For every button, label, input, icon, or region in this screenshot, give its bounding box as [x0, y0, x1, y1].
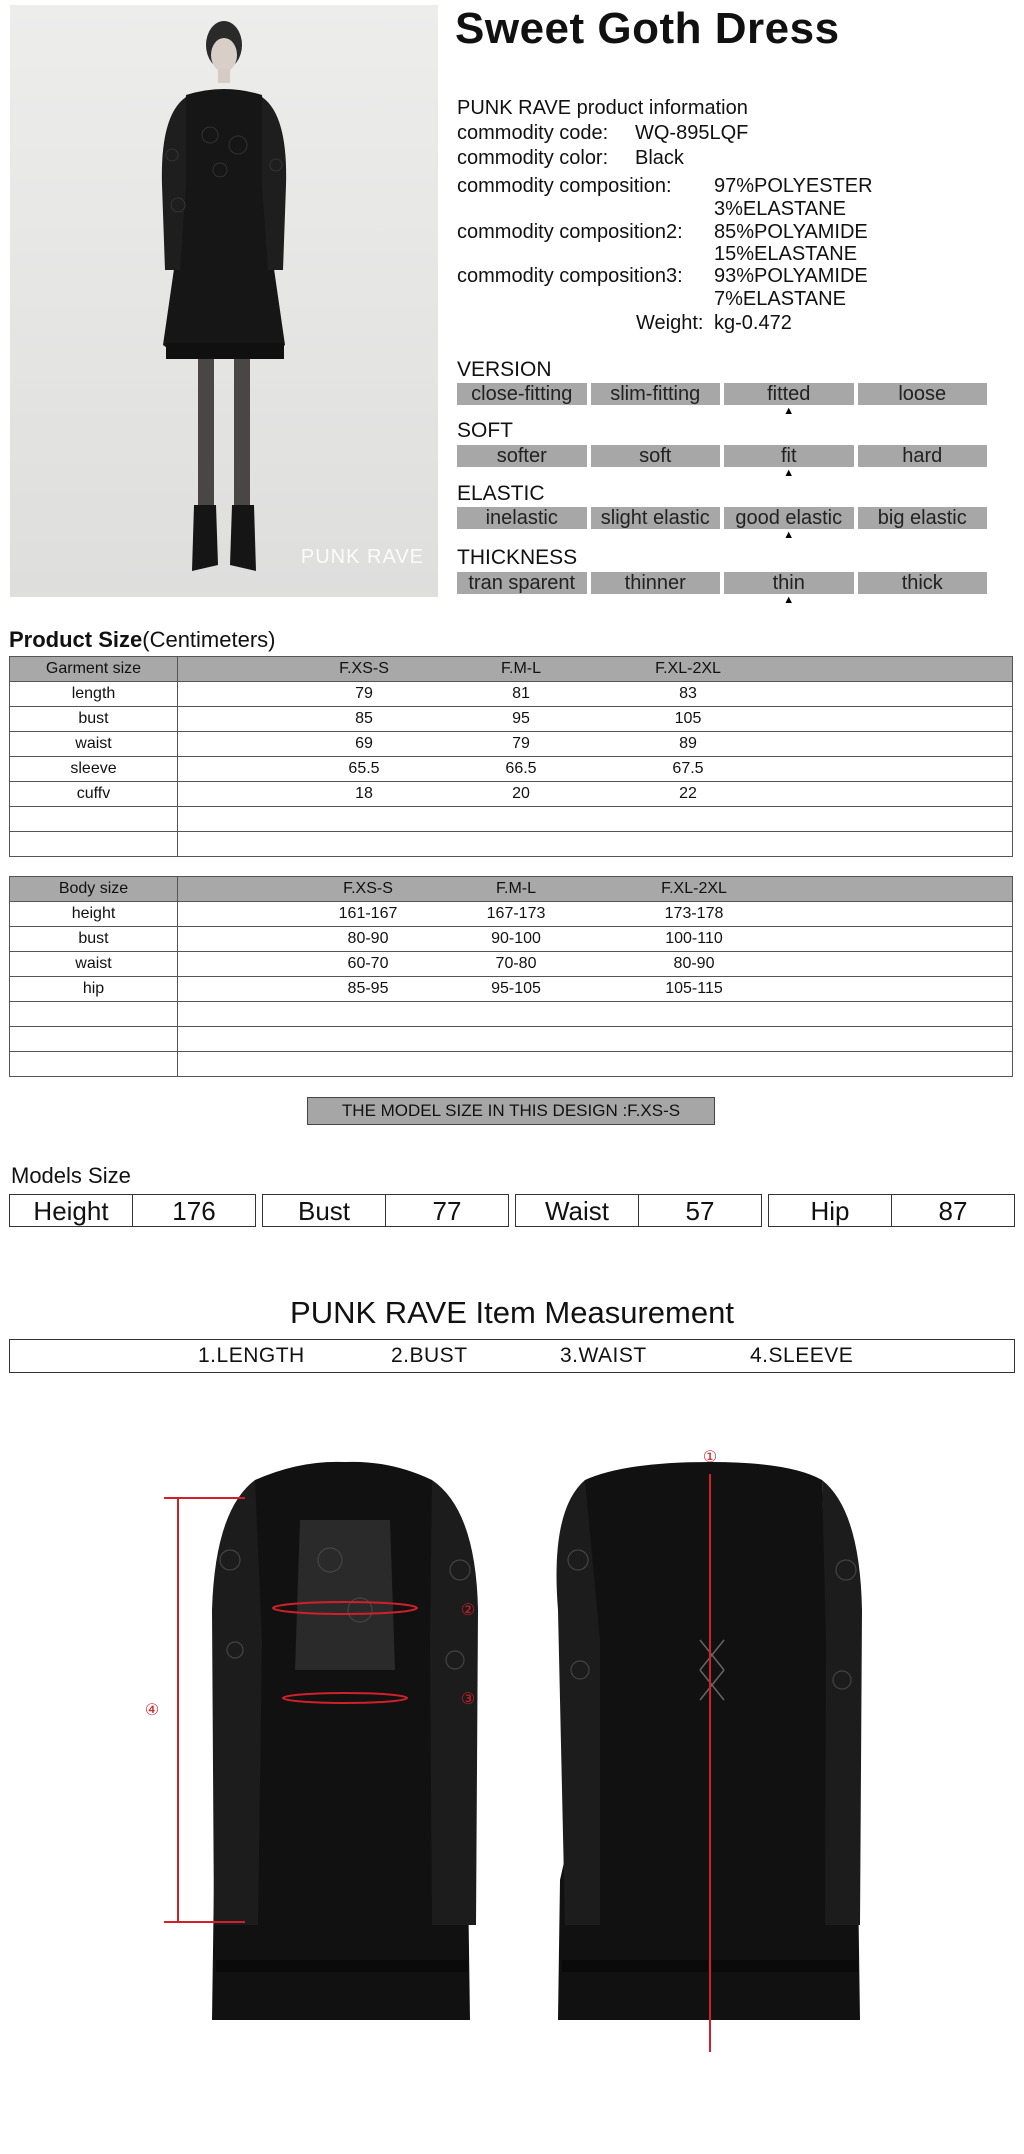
scale-option: inelastic — [457, 507, 587, 529]
row-values — [178, 902, 1013, 927]
table-row-empty — [10, 1027, 1013, 1052]
row-label: hip — [10, 977, 178, 1002]
measure-item: 3.WAIST — [560, 1344, 647, 1367]
dress-front-image — [212, 1462, 478, 2020]
table-row — [10, 732, 1013, 757]
cell: 167-173 — [486, 905, 546, 922]
scale-option: big elastic — [858, 507, 988, 529]
scale-soft — [457, 445, 987, 479]
marker-waist: ③ — [460, 1691, 476, 1708]
selected-marker-icon: ▲ — [783, 405, 795, 417]
info-comp3-value: 93%POLYAMIDE — [714, 265, 868, 287]
scale-title-soft: SOFT — [457, 419, 513, 442]
info-code-label: commodity code: — [457, 122, 609, 144]
product-size-heading — [9, 627, 276, 653]
scale-option: thinner — [591, 572, 721, 594]
table-row — [10, 757, 1013, 782]
col-header: F.XS-S — [343, 880, 393, 897]
col-header: F.M-L — [501, 660, 541, 677]
scale-option-selected — [724, 572, 854, 606]
cell: 20 — [512, 785, 530, 802]
table-row — [10, 707, 1013, 732]
cell: 90-100 — [491, 930, 541, 947]
garment-size-table — [9, 656, 1013, 857]
info-comp3-value2: 7%ELASTANE — [714, 288, 846, 310]
model-measure-bust — [262, 1194, 509, 1227]
table-row — [10, 682, 1013, 707]
model-size-note: THE MODEL SIZE IN THIS DESIGN :F.XS-S — [307, 1097, 715, 1125]
cell: 79 — [355, 685, 373, 702]
cell: 80-90 — [673, 955, 715, 972]
measure-item: 2.BUST — [391, 1344, 468, 1367]
cell: 60-70 — [347, 955, 389, 972]
table-row — [10, 952, 1013, 977]
scale-title-elastic: ELASTIC — [457, 482, 545, 505]
cell: 95-105 — [491, 980, 541, 997]
table-header-values — [178, 657, 1013, 682]
measure-value: 77 — [432, 1196, 462, 1226]
marker-length: ① — [702, 1449, 718, 1466]
col-header: F.M-L — [496, 880, 536, 897]
body-size-table — [9, 876, 1013, 1077]
measure-name: Height — [10, 1195, 133, 1226]
scale-version — [457, 383, 987, 417]
cell: 66.5 — [505, 760, 537, 777]
measure-value: 57 — [685, 1196, 715, 1226]
selected-marker-icon: ▲ — [783, 467, 795, 479]
measure-value: 87 — [938, 1196, 968, 1226]
cell: 69 — [355, 735, 373, 752]
scale-option-selected — [724, 507, 854, 541]
info-comp2-label: commodity composition2: — [457, 221, 683, 243]
scale-option: loose — [858, 383, 988, 405]
scale-option: slim-fitting — [591, 383, 721, 405]
cell: 161-167 — [338, 905, 398, 922]
scale-option: softer — [457, 445, 587, 467]
table-row — [10, 782, 1013, 807]
table-header-cell: Garment size — [10, 657, 178, 682]
info-comp1-label: commodity composition: — [457, 175, 672, 197]
table-header-row — [10, 657, 1013, 682]
col-header: F.XL-2XL — [661, 880, 727, 897]
row-values — [178, 707, 1013, 732]
scale-option-label: fitted — [767, 383, 811, 405]
table-row-empty — [10, 1052, 1013, 1077]
row-values — [178, 977, 1013, 1002]
row-label: height — [10, 902, 178, 927]
info-weight-label: Weight: — [636, 312, 704, 334]
product-title: Sweet Goth Dress — [455, 4, 840, 53]
table-row-empty — [10, 832, 1013, 857]
info-heading: PUNK RAVE product information — [457, 97, 748, 119]
models-size-label: Models Size — [11, 1163, 131, 1188]
table-row-empty — [10, 807, 1013, 832]
scale-title-thickness: THICKNESS — [457, 546, 578, 569]
scale-option-label: fit — [780, 445, 797, 467]
measure-value: 176 — [172, 1196, 216, 1226]
cell: 22 — [679, 785, 697, 802]
cell: 83 — [679, 685, 697, 702]
model-measure-height — [9, 1194, 256, 1227]
table-row-empty — [10, 1002, 1013, 1027]
row-label: waist — [10, 952, 178, 977]
info-comp2-value: 85%POLYAMIDE — [714, 221, 868, 243]
table-header-values — [178, 877, 1013, 902]
cell: 81 — [512, 685, 530, 702]
selected-marker-icon: ▲ — [783, 529, 795, 541]
row-label: bust — [10, 707, 178, 732]
row-values — [178, 682, 1013, 707]
scale-option-label: good elastic — [735, 507, 843, 529]
scale-option-label: thin — [772, 572, 805, 594]
scale-option: close-fitting — [457, 383, 587, 405]
scale-title-version: VERSION — [457, 358, 552, 381]
scale-option: thick — [858, 572, 988, 594]
col-header: F.XL-2XL — [655, 660, 721, 677]
cell: 79 — [512, 735, 530, 752]
info-weight-value: kg-0.472 — [714, 312, 792, 334]
row-values — [178, 927, 1013, 952]
cell: 105-115 — [665, 980, 723, 997]
row-label: waist — [10, 732, 178, 757]
measure-name: Waist — [516, 1195, 639, 1226]
model-measure-hip — [768, 1194, 1015, 1227]
scale-option: slight elastic — [591, 507, 721, 529]
info-color-value: Black — [635, 147, 684, 169]
info-code-value: WQ-895LQF — [635, 122, 749, 144]
info-comp1-value: 97%POLYESTER — [714, 175, 873, 197]
row-values — [178, 782, 1013, 807]
model-measure-waist — [515, 1194, 762, 1227]
cell: 100-110 — [665, 930, 723, 947]
row-label: length — [10, 682, 178, 707]
row-values — [178, 757, 1013, 782]
table-header-cell: Body size — [10, 877, 178, 902]
col-header: F.XS-S — [339, 660, 389, 677]
product-size-title: Product Size — [9, 627, 143, 652]
measurement-title: PUNK RAVE Item Measurement — [290, 1295, 734, 1330]
row-label: cuffv — [10, 782, 178, 807]
info-comp3-label: commodity composition3: — [457, 265, 683, 287]
marker-sleeve: ④ — [144, 1702, 160, 1719]
cell: 85-95 — [347, 980, 389, 997]
scale-option: hard — [858, 445, 988, 467]
watermark: PUNK RAVE — [300, 546, 424, 568]
cell: 18 — [355, 785, 373, 802]
measure-item: 4.SLEEVE — [750, 1344, 854, 1367]
info-color-label: commodity color: — [457, 147, 609, 169]
cell: 173-178 — [664, 905, 724, 922]
scale-thickness — [457, 572, 987, 606]
info-comp2-value2: 15%ELASTANE — [714, 243, 858, 265]
marker-bust: ② — [460, 1602, 476, 1619]
cell: 89 — [679, 735, 697, 752]
cell: 80-90 — [347, 930, 389, 947]
table-row — [10, 927, 1013, 952]
product-photo — [10, 5, 438, 597]
scale-option-selected — [724, 383, 854, 417]
cell: 85 — [355, 710, 373, 727]
measure-item: 1.LENGTH — [198, 1344, 305, 1367]
table-row — [10, 902, 1013, 927]
table-header-row — [10, 877, 1013, 902]
row-label: sleeve — [10, 757, 178, 782]
cell: 65.5 — [348, 760, 380, 777]
measurement-diagram — [0, 1440, 1024, 2080]
cell: 105 — [674, 710, 702, 727]
cell: 67.5 — [672, 760, 704, 777]
cell: 95 — [512, 710, 530, 727]
scale-option: tran sparent — [457, 572, 587, 594]
measure-name: Bust — [263, 1195, 386, 1226]
selected-marker-icon: ▲ — [783, 594, 795, 606]
table-row — [10, 977, 1013, 1002]
measure-name: Hip — [769, 1195, 892, 1226]
row-label: bust — [10, 927, 178, 952]
scale-option: soft — [591, 445, 721, 467]
row-values — [178, 732, 1013, 757]
cell: 70-80 — [495, 955, 537, 972]
models-size-table — [9, 1194, 1015, 1227]
info-comp1-value2: 3%ELASTANE — [714, 198, 846, 220]
product-size-unit: (Centimeters) — [142, 627, 276, 652]
scale-elastic — [457, 507, 987, 541]
row-values — [178, 952, 1013, 977]
scale-option-selected — [724, 445, 854, 479]
measurement-legend — [9, 1339, 1015, 1373]
